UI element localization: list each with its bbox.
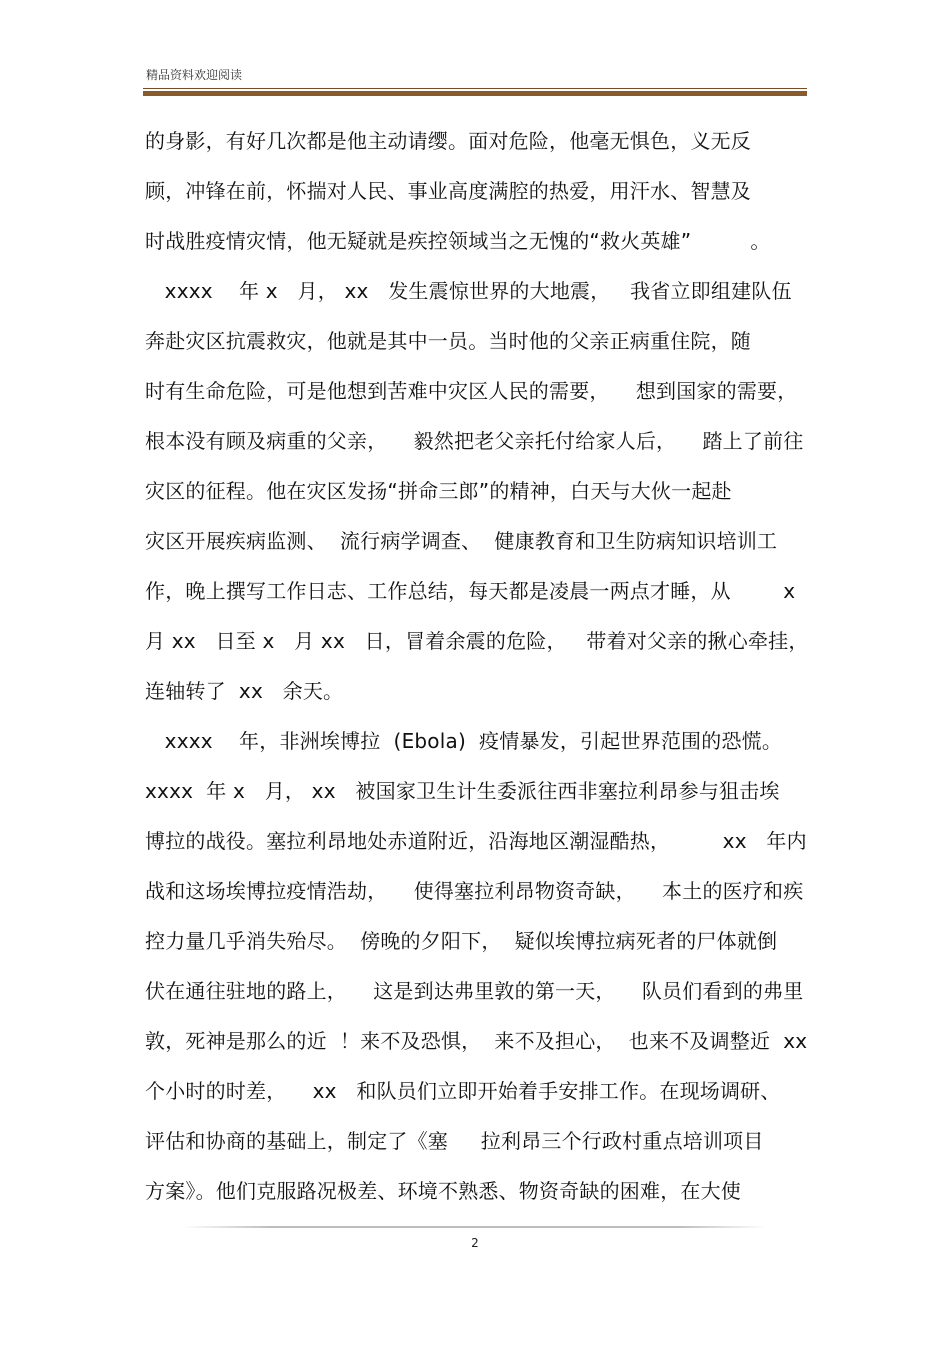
text-line: 敦，死神是那么的近 ！来不及恐惧， 来不及担心， 也来不及调整近 xx xyxy=(145,1029,808,1053)
text-line: 灾区开展疾病监测、 流行病学调查、 健康教育和卫生防病知识培训工 xyxy=(145,529,778,553)
page-header-text: 精品资料欢迎阅读 xyxy=(146,68,243,82)
text-line: 战和这场埃博拉疫情浩劫， 使得塞拉利昂物资奇缺， 本土的医疗和疾 xyxy=(145,879,804,903)
footer-rule xyxy=(183,1226,767,1228)
text-line: 方案》。他们克服路况极差、环境不熟悉、物资奇缺的困难，在大使 xyxy=(145,1179,741,1203)
text-line: 时有生命危险，可是他想到苦难中灾区人民的需要， 想到国家的需要， xyxy=(145,379,798,403)
text-line: 伏在通往驻地的路上， 这是到达弗里敦的第一天， 队员们看到的弗里 xyxy=(145,979,804,1003)
text-line: xxxx 年，非洲埃博拉 (Ebola) 疫情暴发，引起世界范围的恐慌。 xyxy=(145,729,783,753)
text-line: 连轴转了 xx 余天。 xyxy=(145,679,344,703)
text-line: 的身影，有好几次都是他主动请缨。面对危险，他毫无惧色，义无反 xyxy=(145,129,751,153)
text-line: 评估和协商的基础上，制定了《塞 拉利昂三个行政村重点培训项目 xyxy=(145,1129,764,1153)
header-rule-thin xyxy=(143,88,807,89)
text-line: 博拉的战役。塞拉利昂地处赤道附近，沿海地区潮湿酷热， xx 年内 xyxy=(145,829,807,853)
text-line: xxxx 年 x 月， xx 被国家卫生计生委派往西非塞拉利昂参与狙击埃 xyxy=(145,779,780,803)
text-line: 奔赴灾区抗震救灾，他就是其中一员。当时他的父亲正病重住院，随 xyxy=(145,329,751,353)
header-rule-thick xyxy=(143,91,807,96)
text-line: 根本没有顾及病重的父亲， 毅然把老父亲托付给家人后， 踏上了前往 xyxy=(145,429,804,453)
body-text xyxy=(145,124,809,1224)
text-line: 时战胜疫情灾情，他无疑就是疾控领域当之无愧的“救火英雄” 。 xyxy=(145,229,771,253)
text-line: 作，晚上撰写工作日志、工作总结，每天都是凌晨一两点才睡，从 x xyxy=(145,579,796,603)
text-line: 顾，冲锋在前，怀揣对人民、事业高度满腔的热爱，用汗水、智慧及 xyxy=(145,179,751,203)
text-line: 月 xx 日至 x 月 xx 日，冒着余震的危险， 带着对父亲的揪心牵挂， xyxy=(145,629,809,653)
text-line: 灾区的征程。他在灾区发扬“拼命三郎”的精神，白天与大伙一起赴 xyxy=(145,479,732,503)
page-number: 2 xyxy=(471,1236,479,1250)
text-line: 个小时的时差， xx 和队员们立即开始着手安排工作。在现场调研、 xyxy=(145,1079,781,1103)
text-line: xxxx 年 x 月， xx 发生震惊世界的大地震， 我省立即组建队伍 xyxy=(145,279,792,303)
text-line: 控力量几乎消失殆尽。 傍晚的夕阳下， 疑似埃博拉病死者的尸体就倒 xyxy=(145,929,778,953)
